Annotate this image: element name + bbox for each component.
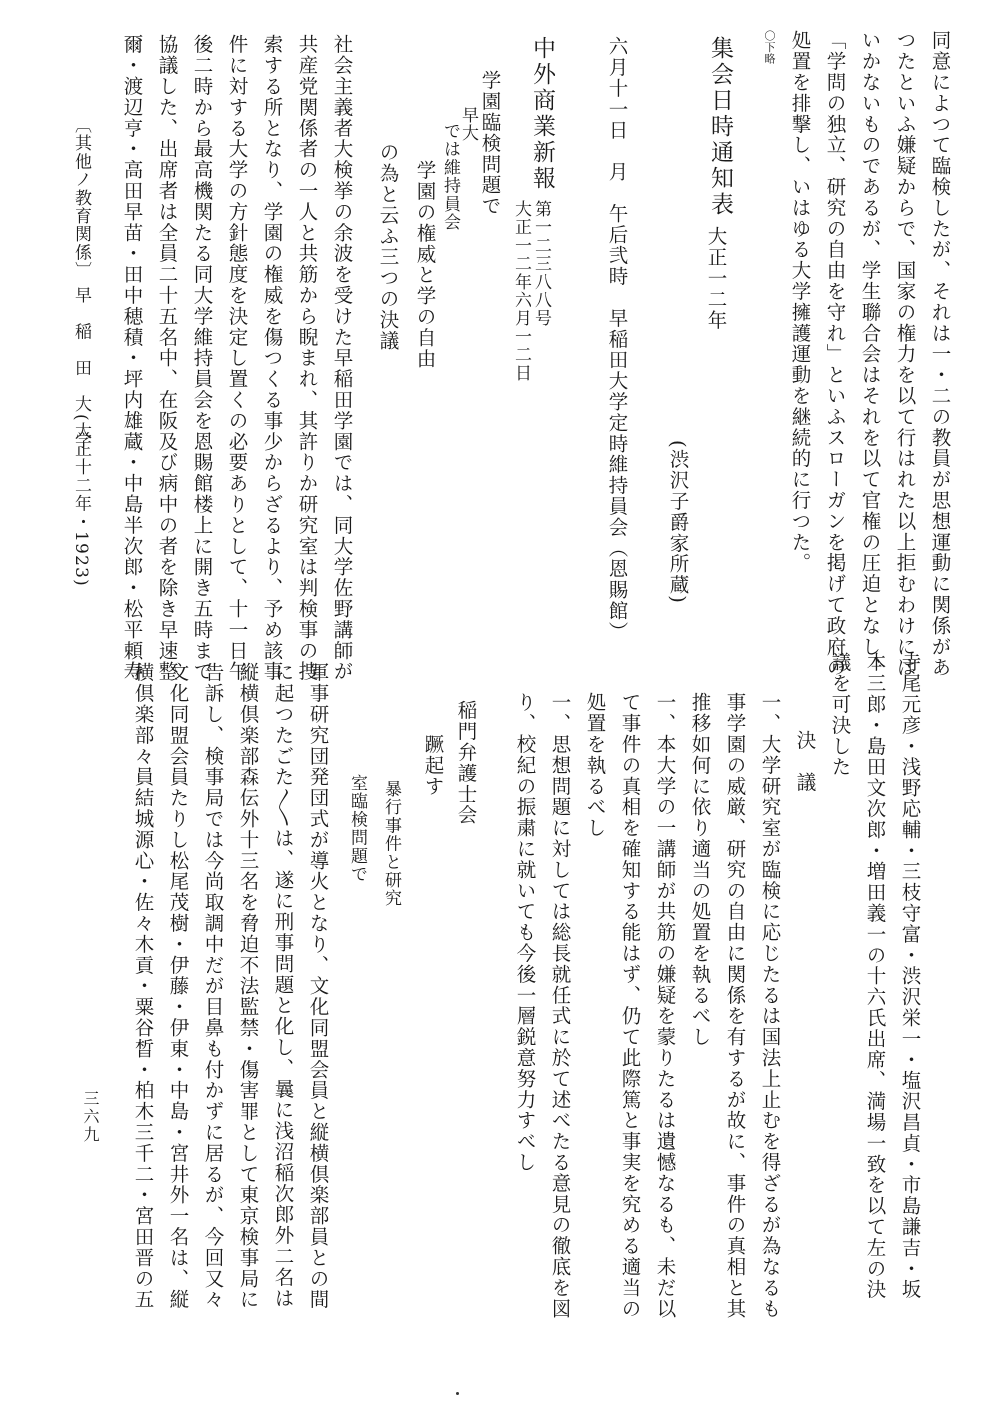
- notice-entry: 六月十一日 月 午后弐時 早稲田大学定時維持員会（恩賜館）: [605, 36, 629, 643]
- resolution-line: 一、大学研究室が臨検に応じたるは国法上止むを得ざるが為なるも: [758, 692, 782, 1319]
- subheadline: では維持員会: [440, 122, 460, 232]
- subheadline: 学園の権威と学の自由: [413, 160, 437, 369]
- university-label: 早 稲 田 大 学: [71, 286, 91, 450]
- members-line: 本三郎・島田文次郎・増田義一の十六氏出席、満場一致を以て左の決: [863, 652, 887, 1300]
- section-label: 〔其他ノ教育関係〕: [71, 116, 91, 280]
- article-line: 索する所となり、学園の権威を傷つくる事少からざるより、予め該事: [260, 34, 284, 682]
- notice-source: (渋沢子爵家所蔵): [666, 440, 690, 605]
- incident-line: 文化同盟会員たりし松尾茂樹・伊藤・伊東・中島・宮井外一名は、縦: [166, 662, 190, 1310]
- headline: 学園臨検問題で: [478, 70, 502, 217]
- intro-line: 処置を排撃し、いはゆる大学擁護運動を継続的に行つた。: [788, 30, 812, 574]
- incident-line: 横倶楽部々員結城源心・佐々木貢・粟谷晳・柏木三千二・宮田晋の五: [131, 662, 155, 1310]
- newspaper-title: 中外商業新報: [529, 36, 555, 192]
- members-line: 議を可決した: [828, 652, 852, 778]
- resolution-line: 事学園の威厳、研究の自由に関係を有するが故に、事件の真相と其: [723, 692, 747, 1319]
- notice-title: 集会日時通知表: [707, 36, 733, 218]
- incident-line: 軍事研究団発団式が導火となり、文化同盟会員と縦横倶楽部員との間: [306, 662, 330, 1310]
- subheadline: 早大: [458, 106, 478, 143]
- resolution-line: り、校紀の振粛に就いても今後一層鋭意努力すべし: [513, 692, 537, 1173]
- resolution-line: 一、本大学の一講師が共筋の嫌疑を蒙りたるは遺憾なるも、未だ以: [653, 692, 677, 1319]
- omission-note: 〇下略: [763, 30, 776, 65]
- resolution-line: 一、思想問題に対しては総長就任式に於て述べたる意見の徹底を図: [548, 692, 572, 1319]
- resolution-heading: 決 議: [793, 730, 817, 793]
- issue-number: 第一二三八八号: [531, 200, 551, 328]
- inamon-title: 稲門弁護士会: [454, 700, 478, 826]
- intro-line: いかないものであるが、学生聯合会はそれを以て官権の圧迫となし、: [858, 30, 882, 678]
- resolution-line: 推移如何に依り適当の処置を執るべし: [688, 692, 712, 1048]
- article-line: 共産党関係者の一人と共筋から睨まれ、其許りか研究室は判検事の捜: [295, 34, 319, 682]
- notice-year: 大正一二年: [704, 226, 728, 331]
- incident-line: に起つたごた〳〵は、遂に刑事問題と化し、曩に浅沼稲次郎外二名は: [271, 662, 295, 1309]
- intro-line: つたといふ嫌疑からで、国家の権力を以て行はれた以上拒むわけには: [893, 30, 917, 678]
- intro-line: 「学問の独立、研究の自由を守れ」といふスローガンを掲げて政府の: [823, 30, 847, 678]
- incident-line: 縦横倶楽部森伝外十三名を脅迫不法監禁・傷害罪として東京検事局に: [236, 662, 260, 1310]
- incident-title: 暴行事件と研究: [381, 780, 401, 908]
- article-line: 後二時から最高機関たる同大学維持員会を恩賜館楼上に開き五時まで: [190, 34, 214, 682]
- article-line: 件に対する大学の方針態度を決定し置くの必要ありとして、十一日午: [225, 34, 249, 682]
- members-line: 寺尾元彦・浅野応輔・三枝守富・渋沢栄一・塩沢昌貞・市島謙吉・坂: [898, 652, 922, 1300]
- resolution-line: て事件の真相を確知する能はず、仍て此際篤と事実を究める適当の: [618, 692, 642, 1319]
- page-number: 三六九: [81, 1090, 100, 1144]
- article-line: 協議した、出席者は全員二十五名中、在阪及び病中の者を除き早速整: [155, 34, 179, 682]
- bottom-section: [0, 652, 1003, 1319]
- issue-date: 大正一二年六月一二日: [511, 200, 531, 382]
- ink-speck: [456, 1392, 459, 1395]
- article-line: 社会主義者大検挙の余波を受けた早稲田学園では、同大学佐野講師が: [330, 34, 354, 682]
- era-label: (大正十二年・1923): [71, 414, 91, 587]
- incident-title: 室臨検問題で: [347, 774, 367, 884]
- subheadline: の為と云ふ三つの決議: [376, 142, 400, 351]
- resolution-line: 処置を執るべし: [583, 692, 607, 839]
- top-section: [0, 30, 1003, 682]
- article-line: 爾・渡辺亨・高田早苗・田中穂積・坪内雄蔵・中島半次郎・松平頼寿: [120, 34, 144, 682]
- intro-line: 同意によつて臨検したが、それは一・二の教員が思想運動に関係があ: [928, 30, 952, 678]
- incident-line: 告訴し、検事局では今尚取調中だが目鼻も付かずに居るが、今回又々: [201, 662, 225, 1310]
- inamon-subtitle: 蹶起す: [421, 734, 445, 797]
